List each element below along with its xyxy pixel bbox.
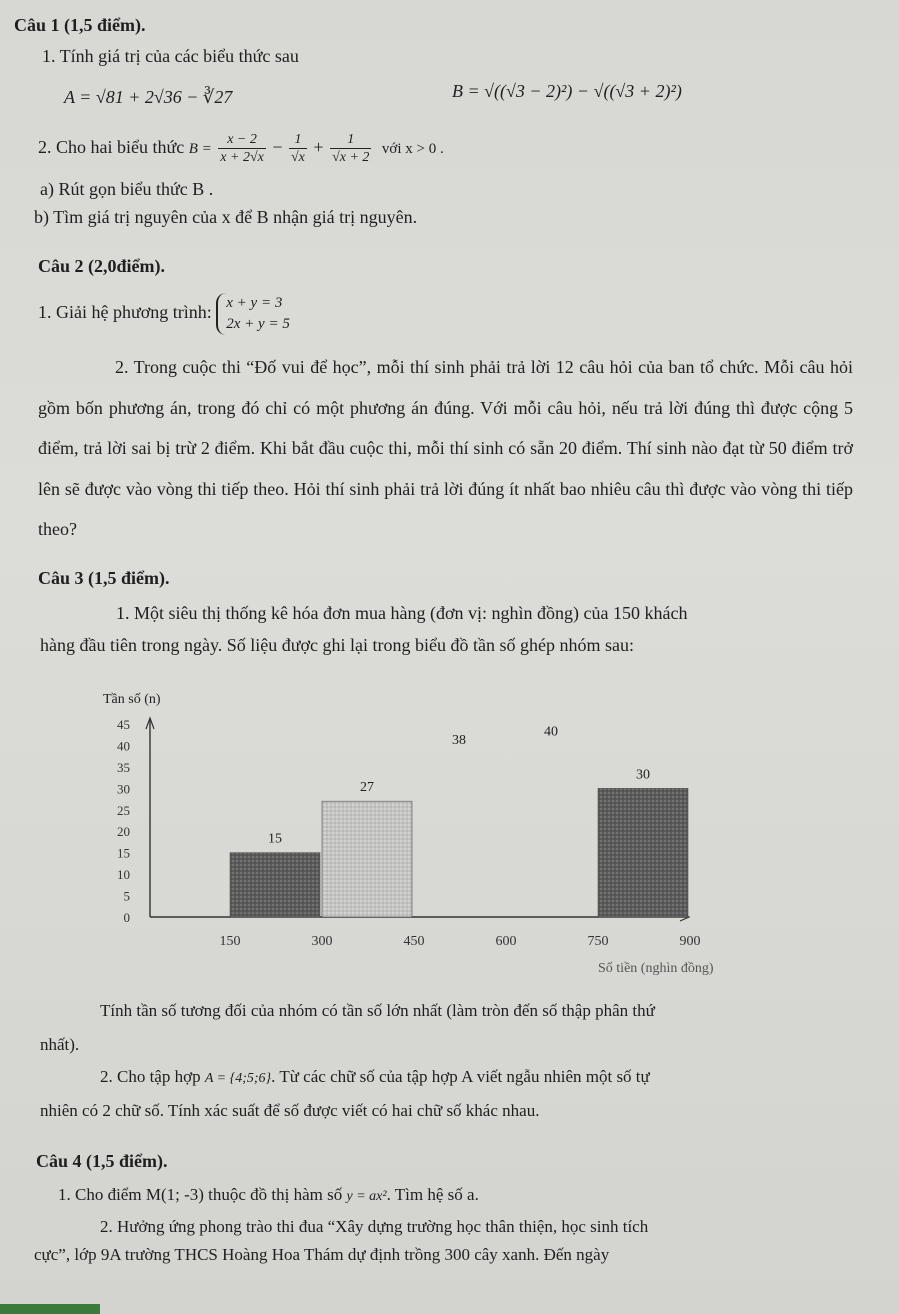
q3-part2-rest: . Từ các chữ số của tập hợp A viết ngẫu nhiên một số tự	[271, 1067, 650, 1086]
x-tick-label: 600	[495, 934, 517, 949]
operator-plus: +	[313, 137, 324, 157]
q3-part1-line1: 1. Một siêu thị thống kê hóa đơn mua hàng (đơn vị: nghìn đồng) của 150 khách	[116, 603, 688, 623]
y-tick-label: 35	[117, 759, 130, 775]
y-tick-label: 20	[117, 824, 130, 840]
operator-minus: −	[272, 137, 283, 157]
bar-value-label: 40	[544, 724, 558, 740]
set-a: A = {4;5;6}	[204, 1071, 272, 1086]
fraction-1-den: x + 2√x	[220, 150, 264, 166]
y-tick-label: 15	[117, 845, 130, 861]
fraction-3-num: 1	[330, 131, 371, 149]
fraction-2-den: √x	[291, 150, 305, 166]
q4-title: Câu 4 (1,5 điểm).	[36, 1151, 168, 1171]
x-tick-label: 150	[219, 934, 241, 949]
condition: với x > 0 .	[381, 141, 444, 157]
expression-b: B = √((√3 − 2)²) − √((√3 + 2)²)	[452, 81, 682, 101]
x-tick-label: 300	[311, 934, 333, 949]
q3-part2-line1	[100, 1066, 650, 1090]
q3-question-line2: nhất).	[40, 1035, 80, 1054]
x-tick-label: 450	[403, 934, 425, 949]
q3-part2-line2: nhiên có 2 chữ số. Tính xác suất để số được viết có hai chữ số khác nhau.	[40, 1101, 540, 1120]
histogram-bar	[598, 788, 688, 917]
q4-part1-rest: . Tìm hệ số a.	[386, 1185, 479, 1204]
bar-value-label: 15	[268, 831, 282, 847]
y-tick-label: 25	[117, 802, 130, 818]
q1-part1-intro: 1. Tính giá trị của các biểu thức sau	[42, 46, 299, 66]
q3-part2-prefix: 2. Cho tập hợp	[100, 1067, 201, 1086]
q3-part1-line2: hàng đầu tiên trong ngày. Số liệu được ghi lại trong biểu đồ tần số ghép nhóm sau:	[40, 635, 635, 655]
b-label: B =	[188, 141, 212, 157]
q1-part-a: a) Rút gọn biểu thức B .	[40, 179, 214, 199]
x-axis-title: Số tiền (nghìn đồng)	[598, 961, 714, 976]
fraction-1-num: x − 2	[218, 131, 266, 149]
bottom-green-strip	[0, 1304, 100, 1314]
y-tick-label: 30	[117, 781, 130, 797]
function-expression: y = ax²	[346, 1189, 387, 1204]
bar-value-label: 38	[452, 733, 466, 749]
q3-question-line1: Tính tần số tương đối của nhóm có tần số lớn nhất (làm tròn đến số thập phân thứ	[100, 1001, 655, 1020]
y-tick-label: 10	[117, 867, 130, 883]
equation-2: 2x + y = 5	[226, 315, 290, 332]
y-tick-label: 5	[123, 888, 130, 904]
q4-part1-prefix: 1. Cho điểm M(1; -3) thuộc đồ thị hàm số	[58, 1185, 343, 1204]
histogram-bar	[506, 745, 596, 917]
histogram-bar	[322, 801, 412, 917]
q2-part2: 2. Trong cuộc thi “Đố vui để học”, mỗi thí sinh phải trả lời 12 câu hỏi của ban tổ chức. Mỗi câu hỏi gồm bốn phương án, trong đó chỉ có một phương án đúng. Với mỗi câu hỏi, nếu trả lời đúng thì được cộng 5 điểm, trả lời sai bị trừ 2 điểm. Khi bắt đầu cuộc thi, mỗi thí sinh có sẵn 20 điểm. Thí sinh nào đạt từ 50 điểm trở lên sẽ được vào vòng thi tiếp theo. Hỏi thí sinh phải trả lời đúng ít nhất bao nhiêu câu thì được vào vòng thi tiếp theo?	[38, 357, 853, 539]
bar-value-label: 30	[636, 767, 650, 783]
q1-part-b: b) Tìm giá trị nguyên của x để B nhận giá trị nguyên.	[34, 207, 418, 227]
q4-part1	[58, 1184, 479, 1208]
y-axis-title: Tần số (n)	[103, 692, 161, 707]
q2-part1-prefix: 1. Giải hệ phương trình:	[38, 302, 212, 322]
q4-part2-line1: 2. Hưởng ứng phong trào thi đua “Xây dựng trường học thân thiện, học sinh tích	[100, 1217, 649, 1236]
fraction-2-num: 1	[289, 131, 307, 149]
y-tick-label: 40	[117, 738, 130, 754]
q4-part2-line2: cực”, lớp 9A trường THCS Hoàng Hoa Thám dự định trồng 300 cây xanh. Đến ngày	[34, 1245, 610, 1264]
q2-title: Câu 2 (2,0điểm).	[38, 256, 165, 276]
q1-part2-prefix: 2. Cho hai biểu thức	[38, 137, 185, 157]
x-tick-label: 900	[679, 934, 701, 949]
q3-title: Câu 3 (1,5 điểm).	[38, 568, 170, 588]
histogram-bar	[230, 853, 320, 917]
expression-a: A = √81 + 2√36 − ∛27	[64, 87, 233, 107]
q1-title: Câu 1 (1,5 điểm).	[14, 15, 146, 35]
y-tick-label: 45	[117, 717, 130, 732]
histogram-bar	[414, 754, 504, 917]
x-tick-label: 750	[587, 934, 609, 949]
bar-value-label: 27	[360, 780, 374, 796]
fraction-3-den: √x + 2	[332, 150, 370, 166]
equation-1: x + y = 3	[226, 294, 283, 311]
y-tick-label: 0	[123, 910, 130, 925]
